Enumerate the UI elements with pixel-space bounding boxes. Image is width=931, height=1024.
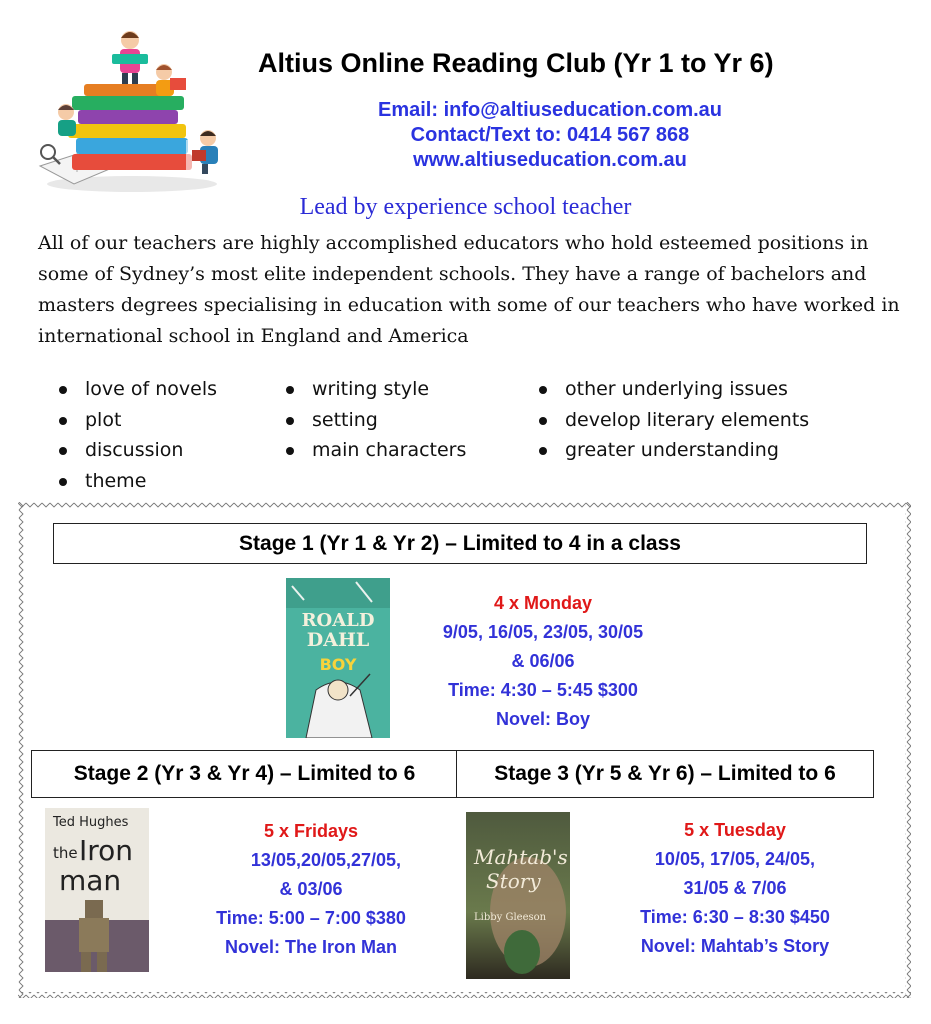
stage2-details xyxy=(183,817,439,962)
cover-title-line1: Mahtab's xyxy=(474,845,568,869)
stage3-days: 5 x Tuesday xyxy=(684,820,786,840)
cover-title-line2: DAHL xyxy=(306,629,370,651)
list-item: other underlying issues xyxy=(535,374,809,405)
stage1-novel: Novel: Boy xyxy=(495,709,591,729)
list-item: love of novels xyxy=(55,374,217,405)
stage2-dates-line1: 13/05,20/05,27/05, xyxy=(250,850,402,870)
list-item: discussion xyxy=(55,435,217,466)
website-line[interactable]: www.altiuseducation.com.au xyxy=(413,149,687,171)
cover-man: man xyxy=(59,864,122,897)
reading-kids-logo xyxy=(32,26,232,196)
contact-block xyxy=(300,98,800,173)
page-title: Altius Online Reading Club (Yr 1 to Yr 6) xyxy=(258,48,774,78)
cover-title-line2: Story xyxy=(486,869,541,893)
intro-paragraph: All of our teachers are highly accomplished educators who hold esteemed positions in some of Sydney’s most elite independent schools. They have a range of bachelors and masters degrees specialising in education with some of our teachers who have worked in international school in England and America xyxy=(38,232,900,347)
cover-iron: Iron xyxy=(79,834,134,867)
phone-line[interactable]: Contact/Text to: 0414 567 868 xyxy=(410,124,690,146)
bullet-column-3 xyxy=(535,374,809,466)
stage3-details xyxy=(600,816,870,961)
stage2-novel: Novel: The Iron Man xyxy=(224,937,397,957)
cover-title-line1: ROALD xyxy=(301,610,375,631)
stage1-details xyxy=(400,589,686,734)
list-item: writing style xyxy=(282,374,466,405)
stage3-novel: Novel: Mahtab’s Story xyxy=(640,936,830,956)
stage2-days: 5 x Fridays xyxy=(263,821,359,841)
stage1-days: 4 x Monday xyxy=(493,593,593,613)
bullet-column-2 xyxy=(282,374,466,466)
list-item: setting xyxy=(282,405,466,436)
subtitle: Lead by experience school teacher xyxy=(299,194,632,220)
cover-title-line3: BOY xyxy=(319,655,357,674)
email-line[interactable]: Email: info@altiuseducation.com.au xyxy=(378,99,722,121)
stage2-heading: Stage 2 (Yr 3 & Yr 4) – Limited to 6 xyxy=(31,750,458,798)
mahtabs-story-book-cover xyxy=(466,812,570,979)
list-item: greater understanding xyxy=(535,435,809,466)
cover-author: Libby Gleeson xyxy=(474,912,547,923)
cover-author: Ted Hughes xyxy=(53,815,129,830)
stage1-heading: Stage 1 (Yr 1 & Yr 2) – Limited to 4 in a class xyxy=(53,523,867,564)
stage1-dates-line2: & 06/06 xyxy=(511,651,575,671)
stage3-dates-line2: 31/05 & 7/06 xyxy=(683,878,787,898)
stage2-dates-line2: & 03/06 xyxy=(279,879,343,899)
list-item: plot xyxy=(55,405,217,436)
stage2-time: Time: 5:00 – 7:00 $380 xyxy=(216,908,406,928)
boy-book-cover xyxy=(286,578,390,738)
cover-the: the xyxy=(53,844,78,862)
stage1-dates-line1: 9/05, 16/05, 23/05, 30/05 xyxy=(442,622,644,642)
bullet-column-1 xyxy=(55,374,217,496)
stage1-time: Time: 4:30 – 5:45 $300 xyxy=(448,680,638,700)
stage3-dates-line1: 10/05, 17/05, 24/05, xyxy=(654,849,816,869)
list-item: theme xyxy=(55,466,217,497)
stage3-heading: Stage 3 (Yr 5 & Yr 6) – Limited to 6 xyxy=(456,750,874,798)
iron-man-book-cover xyxy=(45,808,149,972)
list-item: develop literary elements xyxy=(535,405,809,436)
list-item: main characters xyxy=(282,435,466,466)
stage3-time: Time: 6:30 – 8:30 $450 xyxy=(640,907,830,927)
